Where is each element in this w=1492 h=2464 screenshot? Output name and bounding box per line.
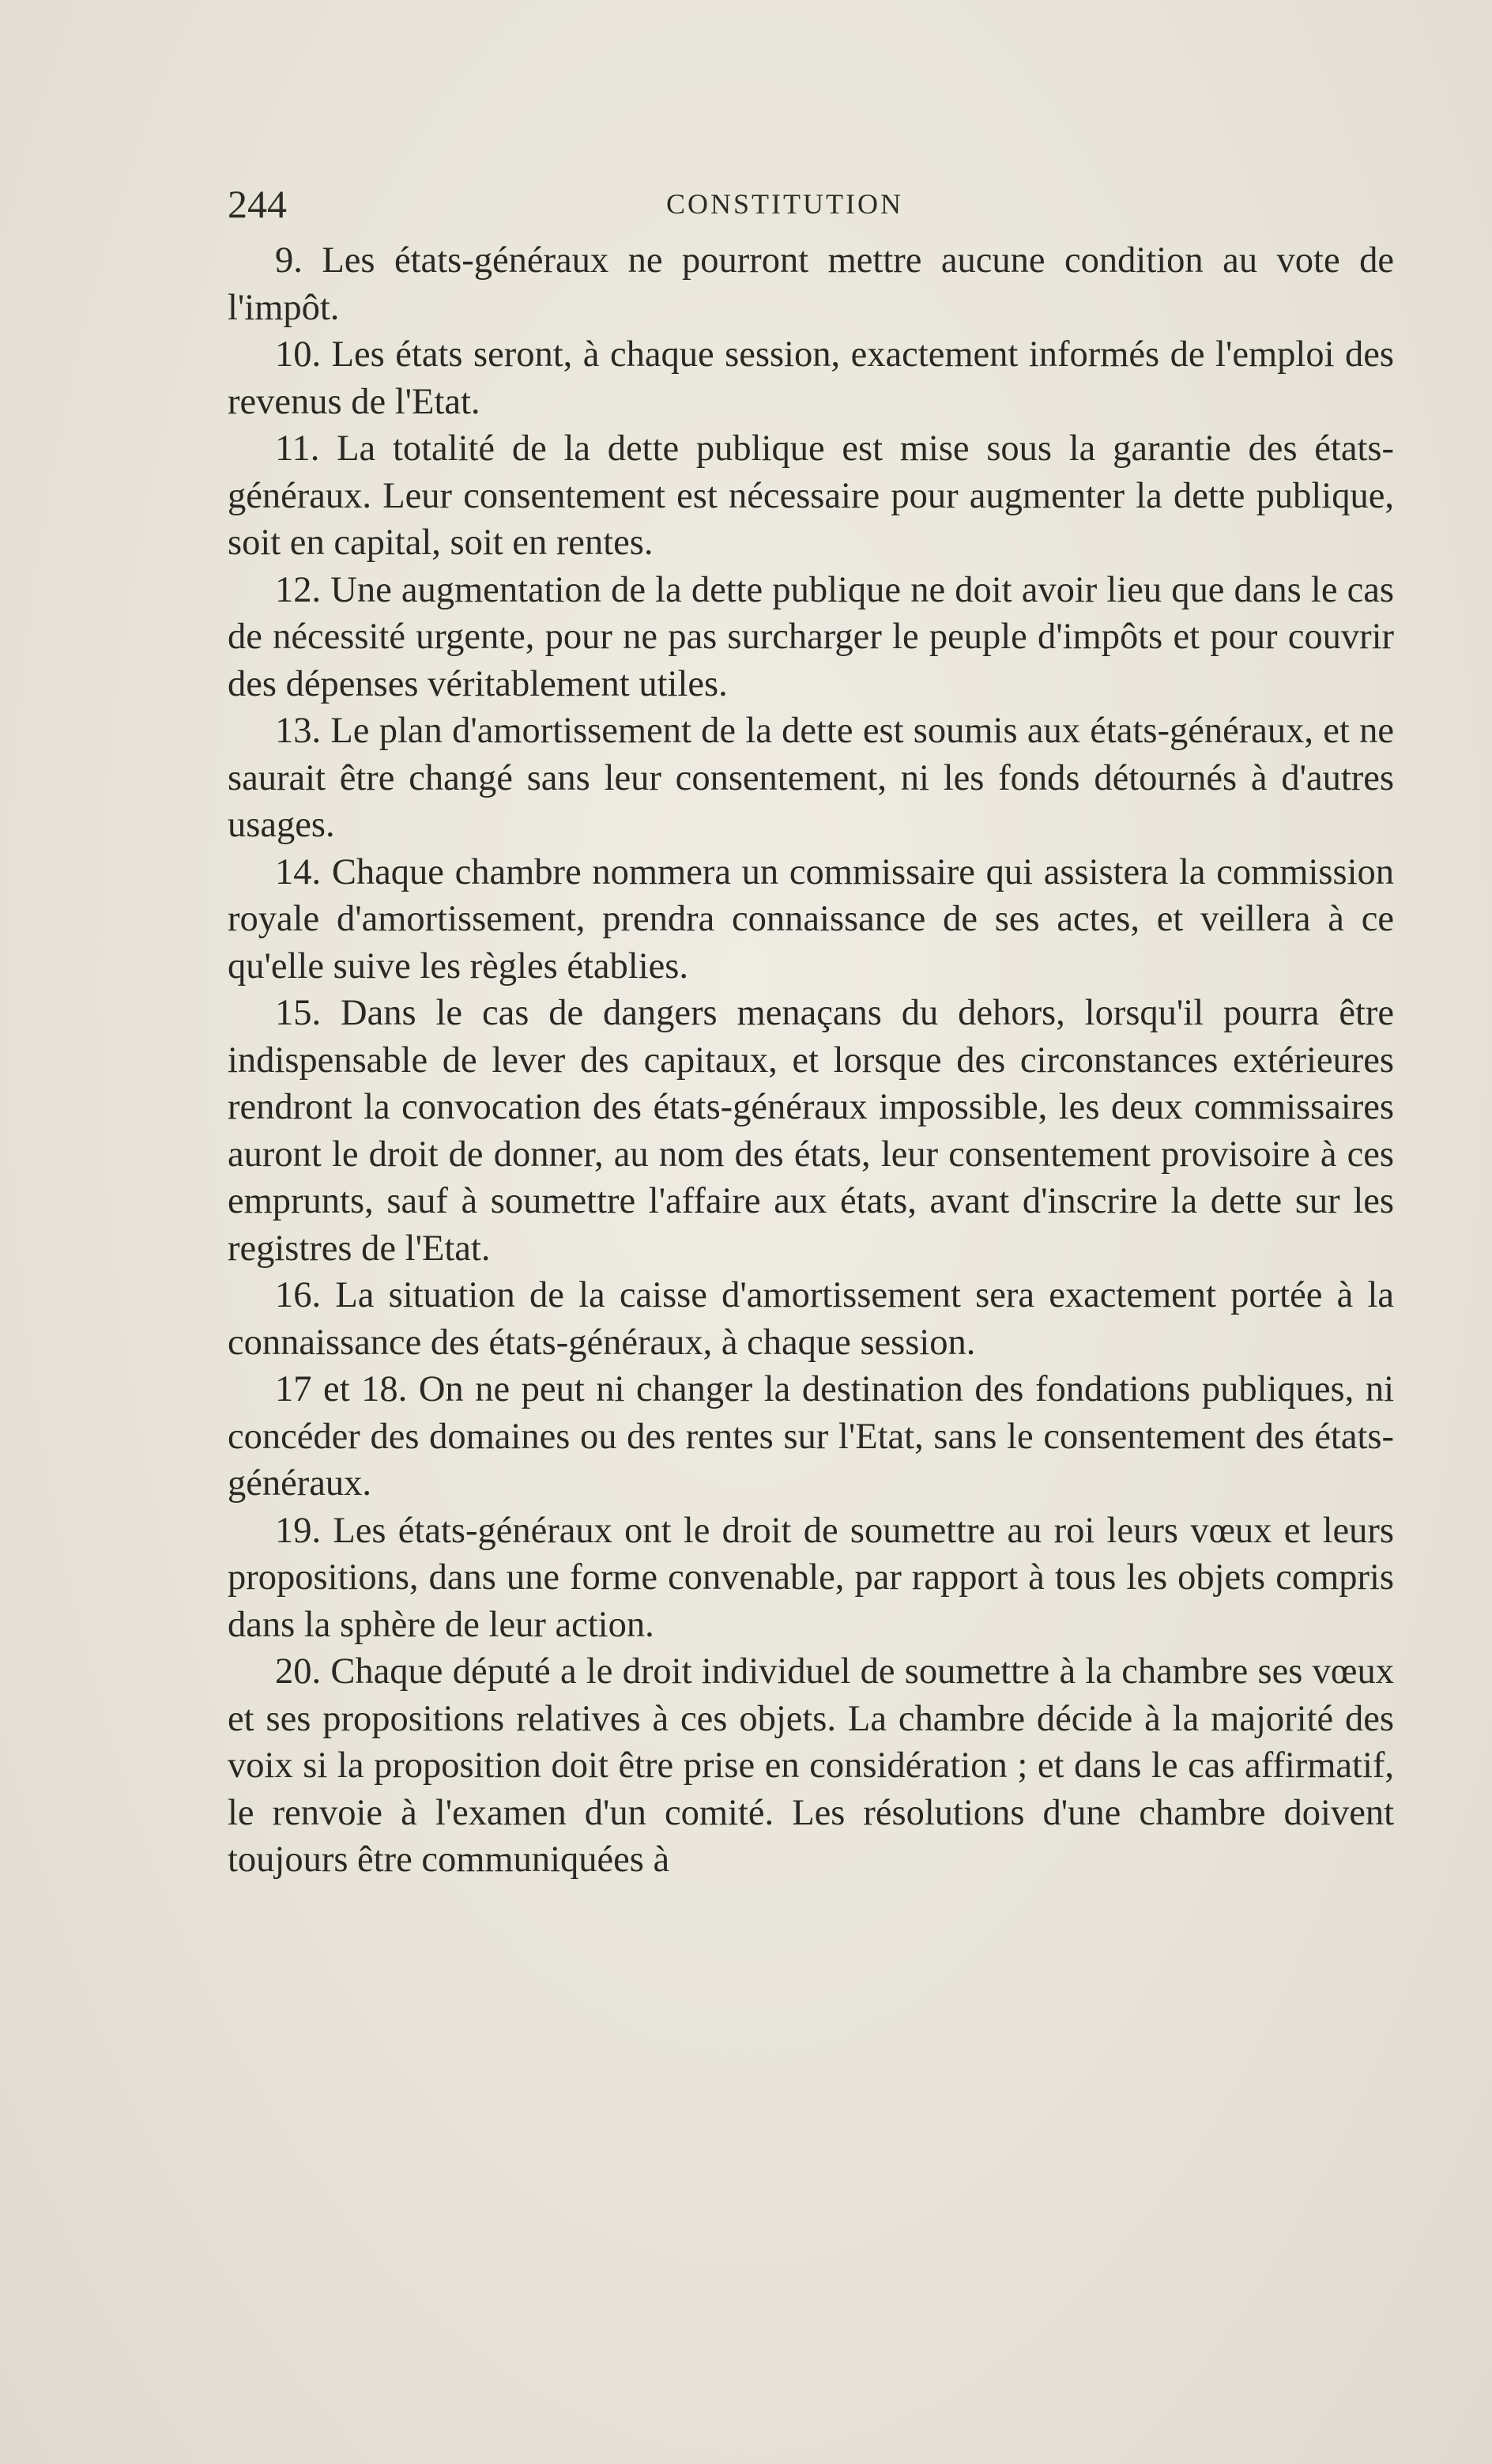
article-13: 13. Le plan d'amortissement de la dette est soumis aux états-généraux, et ne saurait être changé sans leur consentement, ni les fonds détournés à d'autres usages. xyxy=(228,711,1394,845)
running-head xyxy=(228,180,1394,228)
body-text xyxy=(228,237,1394,1884)
article-11: 11. La totalité de la dette publique est mise sous la garantie des états-généraux. Leur consentement est nécessaire pour augmenter la dette publique, soit en capital, soit en rentes. xyxy=(228,428,1394,563)
article-12: 12. Une augmentation de la dette publique ne doit avoir lieu que dans le cas de nécessité urgente, pour ne pas surcharger le peuple d'impôts et pour couvrir des dépenses véritablement utiles. xyxy=(228,569,1394,704)
article-17-18: 17 et 18. On ne peut ni changer la destination des fondations publiques, ni concéder des domaines ou des rentes sur l'Etat, sans le consentement des états-généraux. xyxy=(228,1369,1394,1504)
article-10: 10. Les états seront, à chaque session, exactement informés de l'emploi des revenus de l'Etat. xyxy=(228,334,1394,422)
article-15: 15. Dans le cas de dangers menaçans du dehors, lorsqu'il pourra être indispensable de lever des capitaux, et lorsque des circonstances extérieures rendront la convocation des états-généraux impossible, les deux commissaires auront le droit de donner, au nom des états, leur consentement provisoire à ces emprunts, sauf à soumettre l'affaire aux états, avant d'inscrire la dette sur les registres de l'Etat. xyxy=(228,993,1394,1269)
page-number: 244 xyxy=(228,182,287,226)
article-16: 16. La situation de la caisse d'amortissement sera exactement portée à la connaissance des états-généraux, à chaque session. xyxy=(228,1275,1394,1363)
article-20: 20. Chaque député a le droit individuel de soumettre à la chambre ses vœux et ses propositions relatives à ces objets. La chambre décide à la majorité des voix si la proposition doit être prise en considération ; et dans le cas affirmatif, le renvoie à l'examen d'un comité. Les résolutions d'une chambre doivent toujours être communiquées à xyxy=(228,1651,1394,1880)
article-19: 19. Les états-généraux ont le droit de soumettre au roi leurs vœux et leurs propositions, dans une forme convenable, par rapport à tous les objets compris dans la sphère de leur action. xyxy=(228,1510,1394,1645)
running-title: CONSTITUTION xyxy=(666,188,903,220)
article-9: 9. Les états-généraux ne pourront mettre aucune condition au vote de l'impôt. xyxy=(228,240,1394,328)
article-14: 14. Chaque chambre nommera un commissaire qui assistera la commission royale d'amortissement, prendra connaissance de ses actes, et veillera à ce qu'elle suive les règles établies. xyxy=(228,851,1394,987)
